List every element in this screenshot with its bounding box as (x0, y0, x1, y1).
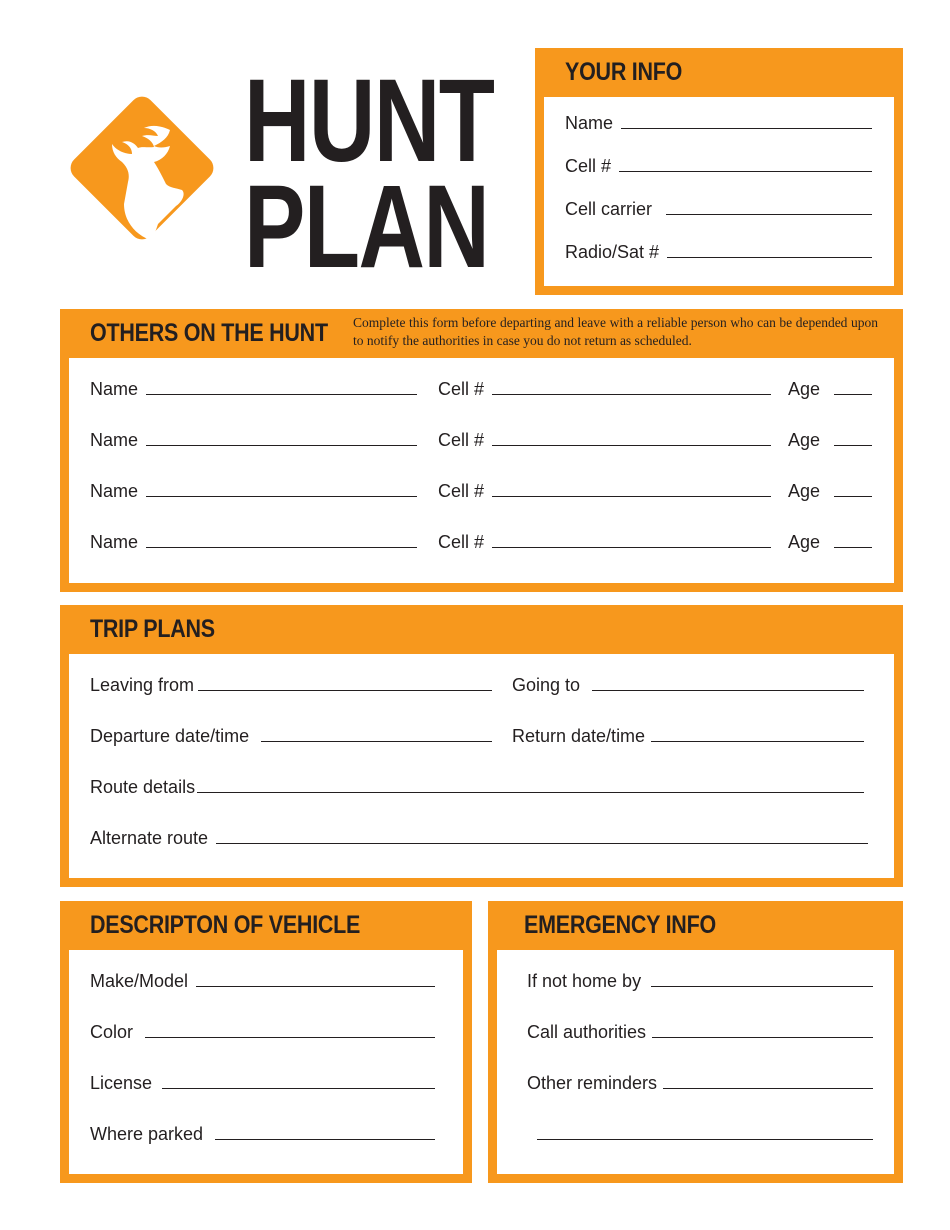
field-label: Make/Model (90, 971, 189, 991)
others-body (69, 358, 894, 583)
field-label: Age (788, 430, 821, 450)
vehicle-heading: DESCRIPTON OF VEHICLE (90, 911, 361, 939)
vehicle-section (60, 901, 472, 1183)
field-label: Name (565, 113, 614, 133)
other-name-field-2[interactable] (90, 426, 417, 450)
deer-head-icon (58, 84, 226, 252)
your-info-cell-field[interactable] (565, 152, 872, 176)
trip-heading: TRIP PLANS (90, 615, 215, 643)
field-label: Call authorities (527, 1022, 647, 1042)
field-label: License (90, 1073, 153, 1093)
emergency-section (488, 901, 903, 1183)
field-label: Cell # (438, 481, 485, 501)
field-label: Cell # (438, 430, 485, 450)
field-label: Return date/time (512, 726, 646, 746)
field-label: Route details (90, 777, 196, 797)
trip-body (69, 654, 894, 878)
other-age-field-3[interactable] (788, 477, 872, 501)
field-label: Age (788, 532, 821, 552)
title-line-2: PLAN (244, 161, 489, 293)
color-field[interactable] (90, 1018, 435, 1042)
field-label: Color (90, 1022, 134, 1042)
other-cell-field-1[interactable] (438, 375, 771, 399)
field-label: Age (788, 379, 821, 399)
field-label: Alternate route (90, 828, 209, 848)
make-model-field[interactable] (90, 967, 435, 991)
others-note: Complete this form before departing and leave with a reliable person who can be depended upon to notify the authorities in case you do not return as scheduled. (353, 315, 878, 348)
where-parked-field[interactable] (90, 1120, 435, 1144)
field-label: Name (90, 379, 139, 399)
other-name-field-1[interactable] (90, 375, 417, 399)
other-reminders-field[interactable] (527, 1069, 873, 1093)
field-label: Cell # (438, 532, 485, 552)
field-label: Name (90, 430, 139, 450)
field-label: Cell # (438, 379, 485, 399)
call-authorities-field[interactable] (527, 1018, 873, 1042)
emergency-heading: EMERGENCY INFO (524, 911, 716, 939)
route-field[interactable] (90, 773, 864, 797)
other-cell-field-3[interactable] (438, 477, 771, 501)
your-info-name-field[interactable] (565, 109, 872, 133)
your-info-heading: YOUR INFO (565, 58, 683, 86)
reminders-extra-line[interactable] (537, 1120, 873, 1144)
field-label: Age (788, 481, 821, 501)
title-line-1: HUNT (244, 55, 494, 187)
your-info-carrier-field[interactable] (565, 195, 872, 219)
logo (58, 84, 226, 252)
field-label: If not home by (527, 971, 642, 991)
your-info-section (535, 48, 903, 295)
others-heading: OTHERS ON THE HUNT (90, 319, 328, 347)
field-label: Going to (512, 675, 581, 695)
field-label: Other reminders (527, 1073, 658, 1093)
other-name-field-3[interactable] (90, 477, 417, 501)
trip-section (60, 605, 903, 887)
field-label: Cell carrier (565, 199, 653, 219)
field-label: Name (90, 481, 139, 501)
departure-field[interactable] (90, 722, 492, 746)
your-info-body (544, 97, 894, 286)
other-age-field-1[interactable] (788, 375, 872, 399)
field-label: Departure date/time (90, 726, 250, 746)
alternate-route-field[interactable] (90, 824, 868, 848)
field-label: Cell # (565, 156, 612, 176)
other-cell-field-4[interactable] (438, 528, 771, 552)
going-to-field[interactable] (512, 671, 864, 695)
field-label: Name (90, 532, 139, 552)
if-not-home-field[interactable] (527, 967, 873, 991)
vehicle-body (69, 950, 463, 1174)
others-section (60, 309, 903, 592)
return-field[interactable] (512, 722, 864, 746)
other-cell-field-2[interactable] (438, 426, 771, 450)
emergency-body (497, 950, 894, 1174)
other-age-field-2[interactable] (788, 426, 872, 450)
other-age-field-4[interactable] (788, 528, 872, 552)
field-label: Radio/Sat # (565, 242, 660, 262)
other-name-field-4[interactable] (90, 528, 417, 552)
field-label: Where parked (90, 1124, 204, 1144)
leaving-from-field[interactable] (90, 671, 492, 695)
license-field[interactable] (90, 1069, 435, 1093)
your-info-radio-field[interactable] (565, 238, 872, 262)
field-label: Leaving from (90, 675, 195, 695)
